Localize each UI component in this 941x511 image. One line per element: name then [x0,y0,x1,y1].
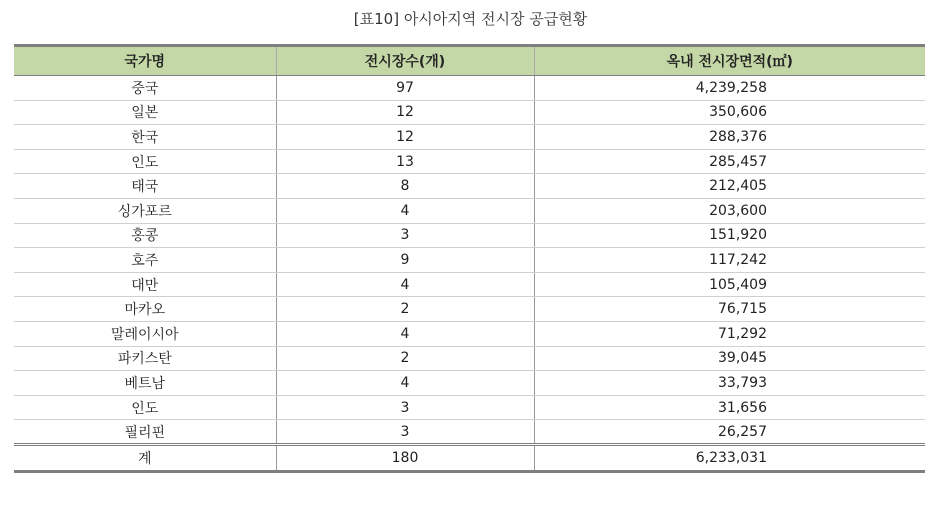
table-row [14,125,925,150]
table-row [14,248,925,273]
table-row [14,149,925,174]
venue-count-cell: 13 [276,149,534,174]
country-cell: 중국 [14,76,276,101]
table-row [14,223,925,248]
table-row [14,100,925,125]
venue-count-cell: 97 [276,76,534,101]
indoor-area-cell: 203,600 [534,198,925,223]
table-row [14,395,925,420]
table-row [14,297,925,322]
total-label: 계 [14,444,276,471]
table-caption: [표10] 아시아지역 전시장 공급현황 [353,10,588,28]
indoor-area-cell: 151,920 [534,223,925,248]
venue-count-cell: 4 [276,272,534,297]
indoor-area-cell: 105,409 [534,272,925,297]
total-indoor-area: 6,233,031 [534,444,925,471]
venue-count-cell: 4 [276,321,534,346]
venue-count-cell: 12 [276,100,534,125]
table-row [14,346,925,371]
venue-count-cell: 3 [276,395,534,420]
total-venue-count: 180 [276,444,534,471]
country-cell: 필리핀 [124,424,166,441]
country-cell: 홍콩 [14,223,276,248]
table-row [14,198,925,223]
venue-count-cell: 2 [276,297,534,322]
indoor-area-cell: 350,606 [534,100,925,125]
exhibition-supply-table [14,44,925,473]
country-cell: 호주 [14,248,276,273]
table-row [14,420,925,445]
indoor-area-cell: 71,292 [534,321,925,346]
venue-count-cell: 4 [276,371,534,396]
country-cell: 싱가포르 [14,198,276,223]
country-cell: 태국 [14,174,276,199]
venue-count-cell: 3 [276,223,534,248]
indoor-area-cell: 76,715 [534,297,925,322]
header-row [14,46,925,76]
table-row [14,321,925,346]
venue-count-cell: 8 [276,174,534,199]
country-cell: 인도 [14,149,276,174]
venue-count-cell: 3 [276,420,534,445]
venue-count-cell: 9 [276,248,534,273]
indoor-area-cell: 117,242 [534,248,925,273]
venue-count-cell: 2 [276,346,534,371]
country-cell: 말레이시아 [14,321,276,346]
indoor-area-cell: 39,045 [534,346,925,371]
indoor-area-cell: 212,405 [534,174,925,199]
header-indoor-area: 옥내 전시장면적(㎡) [534,46,925,76]
header-country: 국가명 [14,46,276,76]
table-body [14,76,925,445]
country-cell: 파키스탄 [14,346,276,371]
indoor-area-cell: 285,457 [534,149,925,174]
country-cell: 마카오 [14,297,276,322]
total-row [14,444,925,471]
venue-count-cell: 4 [276,198,534,223]
indoor-area-cell: 4,239,258 [534,76,925,101]
table-row [14,272,925,297]
venue-count-cell: 12 [276,125,534,150]
country-cell: 일본 [14,100,276,125]
country-cell: 대만 [14,272,276,297]
indoor-area-cell: 33,793 [534,371,925,396]
country-cell: 한국 [14,125,276,150]
country-cell: 베트남 [14,371,276,396]
table-row [14,371,925,396]
indoor-area-cell: 288,376 [534,125,925,150]
table-row [14,174,925,199]
country-cell: 인도 [14,395,276,420]
indoor-area-cell: 26,257 [534,420,925,445]
table-row [14,76,925,101]
header-venue-count: 전시장수(개) [276,46,534,76]
indoor-area-cell: 31,656 [534,395,925,420]
